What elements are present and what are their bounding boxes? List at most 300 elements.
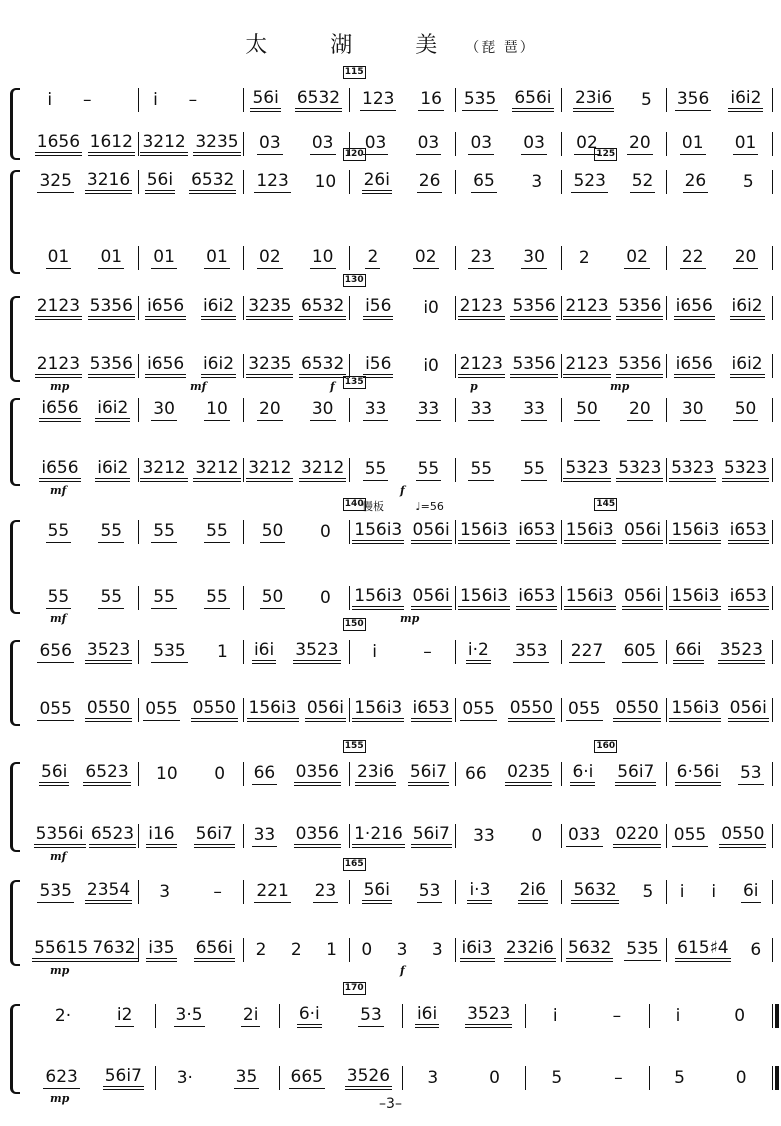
note-group: 056i̇ [622, 520, 663, 544]
note-group: 0220 [613, 824, 660, 848]
note-group: 55 [206, 521, 228, 541]
note-group: i̇ [47, 90, 53, 110]
measure [138, 698, 244, 722]
note-group: 55 [470, 459, 493, 479]
note-group: 5356 [510, 296, 557, 320]
note-group: 02 [576, 133, 598, 153]
note-group: i̇6i̇ [252, 640, 276, 664]
note-group: 56i̇7 [408, 762, 449, 786]
measure [32, 880, 138, 904]
measure [138, 938, 244, 962]
note-group: 5356 [510, 354, 557, 378]
note-group: 1·216 [352, 824, 405, 848]
note-group: 535 [626, 939, 659, 959]
note-group: i̇ [675, 1006, 681, 1026]
barline [772, 398, 773, 422]
system-brace [10, 880, 20, 966]
note-group: 3216 [85, 170, 132, 194]
note-group: 3 [531, 172, 543, 192]
note-group: 156i̇3 [352, 520, 404, 544]
measure [455, 132, 561, 156]
note-group: 55 [100, 521, 123, 541]
note-group: 5323 [669, 458, 716, 482]
measure [243, 246, 349, 270]
barline [772, 586, 773, 610]
note-group: 156i̇3 [352, 698, 404, 722]
note-group: – [82, 90, 92, 110]
note-group: 5323 [563, 458, 610, 482]
note-group: i̇653 [516, 586, 557, 610]
note-group: 055 [145, 699, 178, 719]
note-group: 2123 [35, 354, 82, 378]
measure [349, 762, 455, 786]
note-group: 6 [750, 940, 762, 960]
rehearsal-number: 125 [596, 149, 616, 159]
note-group: 665 [290, 1067, 323, 1087]
measure [561, 586, 667, 610]
measure [666, 824, 772, 848]
note-group: 55 [523, 459, 545, 479]
lower-staff [32, 458, 772, 482]
note-group: i̇6i̇2 [95, 458, 130, 482]
note-group: 16 [420, 89, 442, 109]
note-group: 1 [326, 940, 337, 960]
barline [772, 296, 773, 320]
note-group: 33 [470, 399, 493, 419]
note-group: 3212 [299, 458, 346, 482]
measure [138, 458, 244, 482]
note-group: 056i̇ [411, 520, 452, 544]
measure [243, 586, 349, 610]
measure [666, 88, 772, 112]
note-group: 0550 [613, 698, 660, 722]
note-group: 10 [311, 247, 334, 267]
note-group: i̇6i̇2 [730, 296, 765, 320]
dynamic-marking: f [400, 484, 405, 497]
measure [666, 354, 772, 378]
measure [349, 398, 455, 422]
measure [32, 354, 138, 378]
measure [349, 246, 455, 270]
note-group: i̇653 [728, 586, 769, 610]
note-group: 33 [417, 399, 440, 419]
note-group: 6532 [295, 88, 342, 112]
rehearsal-number: 160 [596, 741, 616, 751]
final-barline [775, 1004, 779, 1028]
note-group: 30 [523, 247, 545, 267]
measure [349, 880, 455, 904]
note-group: 6532 [189, 170, 236, 194]
note-group: 52 [631, 171, 654, 191]
note-group: 55 [206, 587, 228, 607]
note-group: 3235 [193, 132, 240, 156]
measure [561, 640, 667, 664]
measure [666, 398, 772, 422]
measure [243, 170, 349, 194]
note-group: 535 [39, 881, 72, 901]
note-group: 03 [364, 133, 387, 153]
measure [138, 880, 244, 904]
measure [32, 132, 138, 156]
note-group: 3 [159, 882, 171, 902]
measure [455, 458, 561, 482]
measure [455, 246, 561, 270]
note-group: 03 [417, 133, 440, 153]
note-group: 50 [576, 399, 598, 419]
measure [138, 586, 244, 610]
rehearsal-number: 130 [344, 275, 364, 285]
note-group: 01 [734, 133, 757, 153]
rehearsal-number: 135 [344, 377, 364, 387]
note-group: 6532 [299, 354, 346, 378]
barline [772, 880, 773, 904]
system-brace [10, 640, 20, 726]
tempo-value: ♩=56 [412, 500, 444, 513]
note-group: i̇56 [363, 296, 393, 320]
measure [666, 586, 772, 610]
measure [279, 1066, 402, 1090]
note-group: 03 [523, 133, 545, 153]
lower-staff [32, 698, 772, 722]
dynamic-marking: f [400, 964, 405, 977]
note-group: i̇656 [674, 354, 715, 378]
note-group: i̇35 [146, 938, 176, 962]
measure [561, 938, 667, 962]
dynamic-marking: mf [190, 380, 207, 393]
barline [772, 246, 773, 270]
dynamic-marking: mp [400, 612, 420, 625]
measure [561, 398, 667, 422]
measure [243, 698, 349, 722]
note-group: 0550 [508, 698, 555, 722]
system-brace [10, 88, 20, 160]
note-group: 20 [629, 399, 651, 419]
measure [402, 1066, 525, 1090]
note-group: 5356 [616, 296, 663, 320]
note-group: 03 [311, 133, 334, 153]
note-group: 535 [153, 641, 186, 661]
note-group: 3212 [193, 458, 240, 482]
measure [138, 398, 244, 422]
note-group: 056i̇ [411, 586, 452, 610]
note-group: 35 [235, 1067, 258, 1087]
note-group: 10 [314, 172, 337, 192]
barline [772, 520, 773, 544]
note-group: i̇56 [363, 354, 393, 378]
measure [138, 296, 244, 320]
upper-staff [32, 170, 772, 194]
dynamic-marking: mp [50, 964, 70, 977]
note-group: 01 [47, 247, 70, 267]
measure [455, 698, 561, 722]
dynamic-marking: mp [610, 380, 630, 393]
system-brace [10, 762, 20, 852]
note-group: 6532 [299, 296, 346, 320]
rehearsal-number: 120 [344, 149, 364, 159]
tempo-text: 慢板 [362, 500, 384, 513]
note-group: 66i̇ [673, 640, 703, 664]
note-group: 3 [427, 1068, 439, 1088]
note-group: 55 [417, 459, 440, 479]
note-group: 3235 [246, 296, 293, 320]
measure [138, 640, 244, 664]
measure [279, 1004, 402, 1028]
measure [32, 520, 138, 544]
note-group: 033 [568, 825, 601, 845]
note-group: – [614, 1068, 623, 1088]
note-group: 3 [396, 940, 408, 960]
measure [666, 880, 772, 904]
lower-staff [32, 246, 772, 270]
note-group: 0 [531, 826, 543, 846]
measure [561, 246, 667, 270]
note-group: i̇6i̇2 [201, 354, 236, 378]
system-brace [10, 1004, 20, 1094]
barline [772, 640, 773, 664]
system-brace [10, 398, 20, 486]
note-group: 6·i̇ [297, 1004, 322, 1028]
note-group: 30 [681, 399, 704, 419]
note-group: 0550 [719, 824, 766, 848]
note-group: 5 [551, 1068, 563, 1088]
measure [455, 586, 561, 610]
upper-staff [32, 762, 772, 786]
measure [32, 586, 138, 610]
note-group: 0 [319, 588, 331, 608]
note-group: 3526 [345, 1066, 392, 1090]
measure [561, 698, 667, 722]
note-group: 50 [261, 587, 284, 607]
note-group: 156i̇3 [458, 520, 510, 544]
page-number: –3– [379, 1096, 402, 1112]
measure [138, 824, 244, 848]
dynamic-marking: mf [50, 612, 67, 625]
measure [155, 1066, 278, 1090]
measure [455, 296, 561, 320]
dynamic-marking: p [470, 380, 478, 393]
note-group: i̇6i̇2 [201, 296, 236, 320]
note-group: 02 [626, 247, 648, 267]
measure [32, 698, 138, 722]
note-group: 50 [734, 399, 757, 419]
note-group: 6·i̇ [570, 762, 595, 786]
note-group: 26 [684, 171, 707, 191]
note-group: 535 [463, 89, 497, 109]
note-group: 01 [206, 247, 228, 267]
upper-staff [32, 1004, 772, 1028]
lower-staff [32, 938, 772, 962]
note-group: 10 [156, 764, 178, 784]
note-group: 5 [642, 882, 654, 902]
measure [243, 398, 349, 422]
measure [349, 296, 455, 320]
note-group: i̇ [679, 882, 685, 902]
note-group: 605 [623, 641, 657, 661]
measure [32, 824, 138, 848]
measure [561, 824, 667, 848]
note-group: 53 [418, 881, 441, 901]
measure [666, 762, 772, 786]
note-group: 2123 [563, 354, 610, 378]
note-group: 6523 [89, 824, 136, 848]
note-group: i̇ [552, 1006, 558, 1026]
note-group: i̇16 [146, 824, 176, 848]
measure [525, 1004, 648, 1028]
note-group: 01 [153, 247, 175, 267]
note-group: 2i̇ [242, 1005, 259, 1025]
upper-staff [32, 640, 772, 664]
measure [455, 938, 561, 962]
note-group: i̇6i̇ [415, 1004, 439, 1028]
measure [349, 938, 455, 962]
note-group: 30 [311, 399, 334, 419]
note-group: 123 [362, 89, 395, 109]
measure [561, 170, 667, 194]
measure [561, 296, 667, 320]
measure [666, 640, 772, 664]
measure [561, 88, 667, 112]
note-group: 2123 [35, 296, 82, 320]
measure [138, 246, 244, 270]
note-group: 20 [734, 247, 757, 267]
measure [349, 698, 455, 722]
measure [455, 88, 561, 112]
measure [349, 824, 455, 848]
note-group: 23i̇6 [355, 762, 396, 786]
note-group: 656i̇ [512, 88, 553, 112]
rehearsal-number: 145 [596, 499, 616, 509]
rehearsal-number: 150 [344, 619, 364, 629]
note-group: 3235 [246, 354, 293, 378]
measure [666, 698, 772, 722]
note-group: 33 [473, 826, 495, 846]
measure [138, 354, 244, 378]
note-group: 20 [259, 399, 281, 419]
measure [349, 88, 455, 112]
note-group: 3·5 [175, 1005, 203, 1025]
note-group: i̇2 [116, 1005, 133, 1025]
note-group: 0 [361, 940, 373, 960]
note-group: i̇·2 [466, 640, 491, 664]
note-group: i̇6i̇3 [460, 938, 495, 962]
measure [455, 880, 561, 904]
note-group: – [213, 882, 222, 902]
note-group: 227 [570, 641, 604, 661]
note-group: 2 [578, 248, 590, 268]
measure [666, 132, 772, 156]
note-group: 3212 [140, 458, 187, 482]
measure [561, 520, 667, 544]
measure [666, 938, 772, 962]
note-group: 1656 [35, 132, 82, 156]
note-group: 66 [465, 764, 487, 784]
note-group: 01 [681, 133, 704, 153]
note-group: i̇6i̇2 [728, 88, 763, 112]
barline [772, 88, 773, 112]
note-group: 0550 [191, 698, 238, 722]
note-group: 055 [462, 699, 495, 719]
barline [772, 824, 773, 848]
measure [349, 458, 455, 482]
note-group: 02 [259, 247, 281, 267]
note-group: i̇656 [145, 296, 186, 320]
note-group: 23i̇6 [573, 88, 614, 112]
note-group: 0 [489, 1068, 500, 1088]
note-group: – [612, 1006, 622, 1026]
measure [32, 762, 138, 786]
note-group: 1 [216, 642, 228, 662]
note-group: 0235 [505, 762, 552, 786]
note-group: 22 [681, 247, 704, 267]
measure [525, 1066, 648, 1090]
system-brace [10, 520, 20, 614]
measure [243, 458, 349, 482]
note-group: 10 [206, 399, 228, 419]
measure [349, 640, 455, 664]
note-group: 3212 [140, 132, 187, 156]
note-group: 5356 [88, 354, 135, 378]
note-group: 5323 [616, 458, 663, 482]
measure [349, 170, 455, 194]
note-group: i̇6i̇2 [95, 398, 130, 422]
note-group: i̇ [153, 90, 158, 110]
lower-staff [32, 824, 772, 848]
note-group: i̇0 [423, 298, 439, 318]
measure [666, 246, 772, 270]
note-group: i̇656 [674, 296, 715, 320]
barline [772, 1066, 773, 1090]
dynamic-marking: mf [50, 850, 67, 863]
measure [32, 640, 138, 664]
note-group: 56i̇ [362, 880, 392, 904]
dynamic-marking: f [330, 380, 335, 393]
measure [155, 1004, 278, 1028]
note-group: 2123 [563, 296, 610, 320]
system-brace [10, 296, 20, 382]
system-brace [10, 170, 20, 274]
measure [243, 880, 349, 904]
note-group: 156i̇3 [669, 698, 721, 722]
note-group: 156i̇3 [564, 586, 616, 610]
note-group: 56i̇7 [411, 824, 452, 848]
note-group: 156i̇3 [458, 586, 510, 610]
note-group: 55615 [32, 938, 90, 962]
barline [772, 132, 773, 156]
measure [649, 1066, 772, 1090]
note-group: 7632 [90, 938, 137, 962]
note-group: – [188, 90, 198, 110]
barline [772, 458, 773, 482]
note-group: 26i̇ [362, 170, 392, 194]
note-group: 0 [214, 764, 226, 784]
measure [349, 586, 455, 610]
note-group: 5632 [571, 880, 618, 904]
note-group: 656i̇ [194, 938, 235, 962]
measure [243, 640, 349, 664]
note-group: 3523 [293, 640, 340, 664]
score-title [0, 28, 781, 59]
note-group: 55 [47, 521, 70, 541]
note-group: 3212 [246, 458, 293, 482]
dynamic-marking: mp [50, 380, 70, 393]
measure [138, 132, 244, 156]
note-group: 23 [314, 881, 337, 901]
note-group: 353 [515, 641, 548, 661]
note-group: 3523 [85, 640, 132, 664]
note-group: 56i̇ [39, 762, 69, 786]
title-text: 太 湖 美 [245, 33, 466, 58]
note-group: 56i̇ [145, 170, 175, 194]
